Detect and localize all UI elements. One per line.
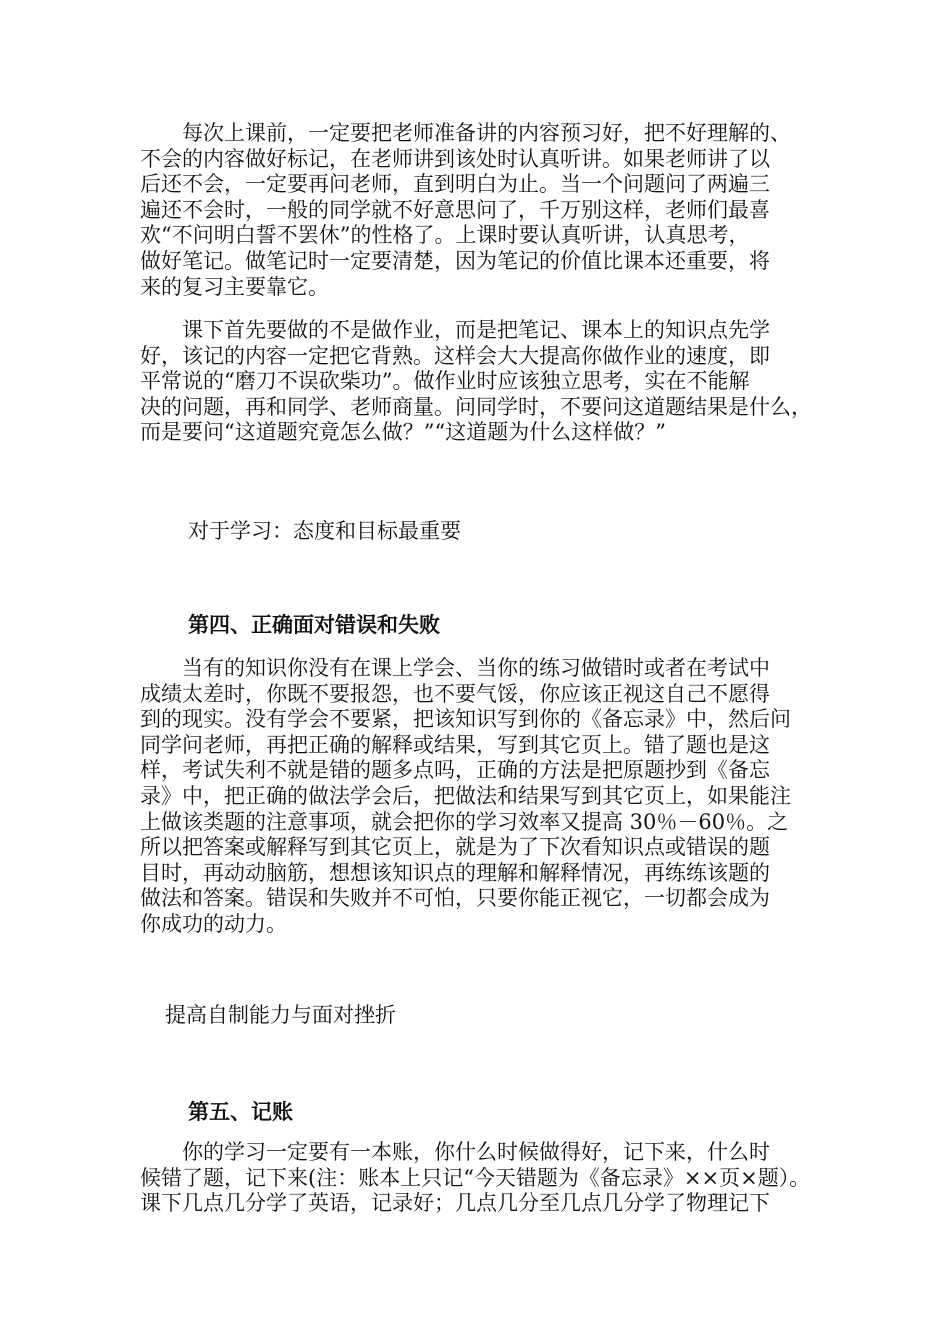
text-line: 你成功的动力。: [140, 911, 287, 936]
text-line: 所以把答案或解释写到其它页上，就是为了下次看知识点或错误的题: [140, 835, 770, 860]
text-line: 成绩太差时，你既不要报怨，也不要气馁，你应该正视这自己不愿得: [140, 681, 770, 706]
section-heading-4: 第四、正确面对错误和失败: [188, 613, 440, 637]
subtitle-self-control: 提高自制能力与面对挫折: [165, 1003, 396, 1027]
text-line: 课下首先要做的不是做作业，而是把笔记、课本上的知识点先学: [140, 318, 770, 342]
text-line: 而是要问“这道题究竟怎么做？”“这道题为什么这样做？”: [140, 420, 666, 445]
text-line: 决的问题，再和同学、老师商量。问同学时，不要问这道题结果是什么，: [140, 394, 812, 419]
text-line: 你的学习一定要有一本账，你什么时候做得好，记下来，什么时: [140, 1140, 770, 1164]
paragraph-preview-lessons: [140, 121, 812, 300]
text-line: 课下几点几分学了英语，记录好；几点几分至几点几分学了物理记下: [140, 1191, 770, 1216]
text-line: 目时，再动动脑筋，想想该知识点的理解和解释情况，再练练该题的: [140, 860, 770, 885]
subtitle-attitude: 对于学习：态度和目标最重要: [188, 519, 461, 543]
text-line: 到的现实。没有学会不要紧，把该知识写到你的《备忘录》中，然后问: [140, 707, 791, 732]
text-line: 不会的内容做好标记，在老师讲到该处时认真听讲。如果老师讲了以: [140, 146, 770, 171]
text-line: 来的复习主要靠它。: [140, 274, 329, 299]
text-line: 候错了题，记下来(注：账本上只记“今天错题为《备忘录》××页×题）。: [140, 1165, 811, 1190]
text-line: 好，该记的内容一定把它背熟。这样会大大提高你做作业的速度，即: [140, 343, 770, 368]
paragraph-after-class: [140, 318, 812, 446]
text-line: 欢“不问明白誓不罢休”的性格了。上课时要认真听讲，认真思考，: [140, 223, 750, 248]
text-line: 做法和答案。错误和失败并不可怕，只要你能正视它，一切都会成为: [140, 886, 770, 911]
section-heading-5: 第五、记账: [188, 1100, 293, 1124]
text-line: 做好笔记。做笔记时一定要清楚，因为笔记的价值比课本还重要，将: [140, 248, 770, 273]
paragraph-bookkeeping: [140, 1140, 812, 1217]
text-line: 后还不会，一定要再问老师，直到明白为止。当一个问题问了两遍三: [140, 172, 770, 197]
text-line: 录》中，把正确的做法学会后，把做法和结果写到其它页上，如果能注: [140, 783, 791, 808]
text-line: 样，考试失利不就是错的题多点吗，正确的方法是把原题抄到《备忘: [140, 758, 770, 783]
text-line: 平常说的“磨刀不误砍柴功”。做作业时应该独立思考，实在不能解: [140, 369, 750, 394]
text-line: 遍还不会时，一般的同学就不好意思问了，千万别这样，老师们最喜: [140, 197, 770, 222]
text-line: 每次上课前，一定要把老师准备讲的内容预习好，把不好理解的、: [140, 121, 791, 145]
paragraph-mistakes: [140, 656, 812, 938]
text-line: 当有的知识你没有在课上学会、当你的练习做错时或者在考试中: [140, 656, 770, 680]
text-line: 同学问老师，再把正确的解释或结果，写到其它页上。错了题也是这: [140, 732, 770, 757]
text-line: 上做该类题的注意事项，就会把你的学习效率又提高 30％－60％。之: [140, 809, 789, 834]
